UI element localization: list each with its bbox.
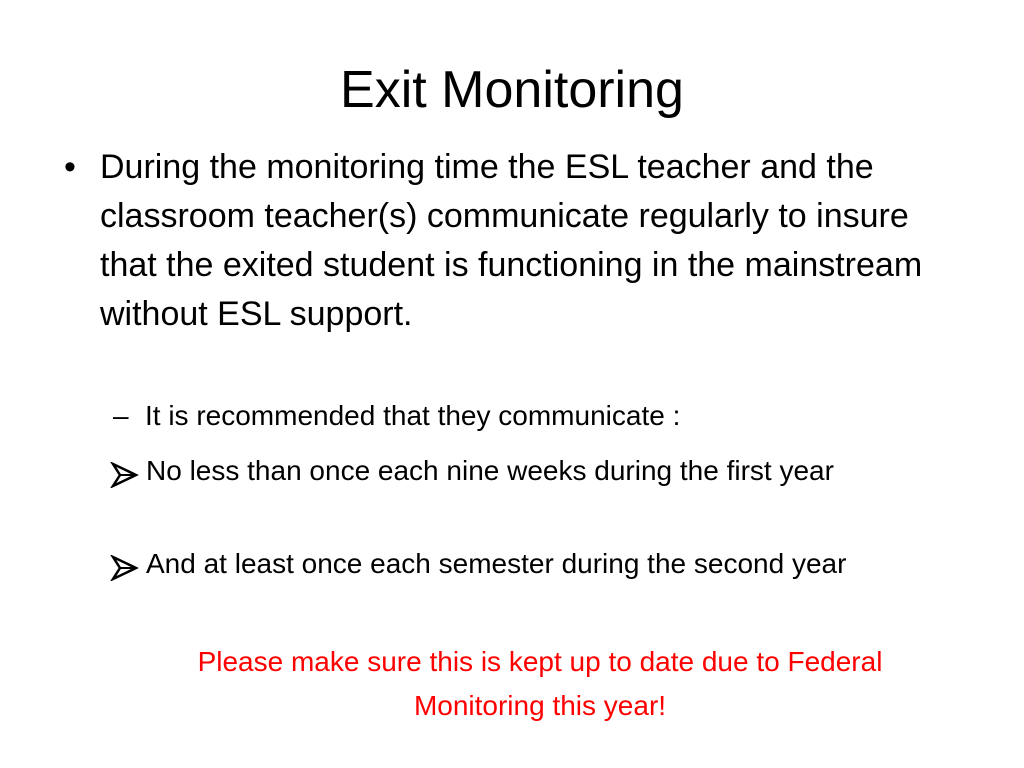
arrow-bullet-icon-graphic [110, 555, 140, 581]
bullet-dot-icon: • [64, 148, 76, 186]
arrow-bullet-icon [110, 458, 142, 486]
bullet-text: During the monitoring time the ESL teacher and the classroom teacher(s) communicate regularly to insure that the exited student is functioning in the mainstream without ESL support. [100, 148, 923, 333]
sub-bullet-text: It is recommended that they communicate : [145, 400, 681, 431]
federal-monitoring-note: Please make sure this is kept up to date due to Federal Monitoring this year! [197, 646, 883, 721]
slide-title: Exit Monitoring [340, 61, 684, 119]
arrow-bullet-text: And at least once each semester during the second year [146, 548, 847, 579]
dash-bullet-icon: – [113, 400, 129, 431]
arrow-bullet-text: No less than once each nine weeks during the first year [146, 455, 834, 486]
arrow-bullet-icon [110, 551, 142, 579]
arrow-bullet-icon-graphic [110, 462, 140, 488]
